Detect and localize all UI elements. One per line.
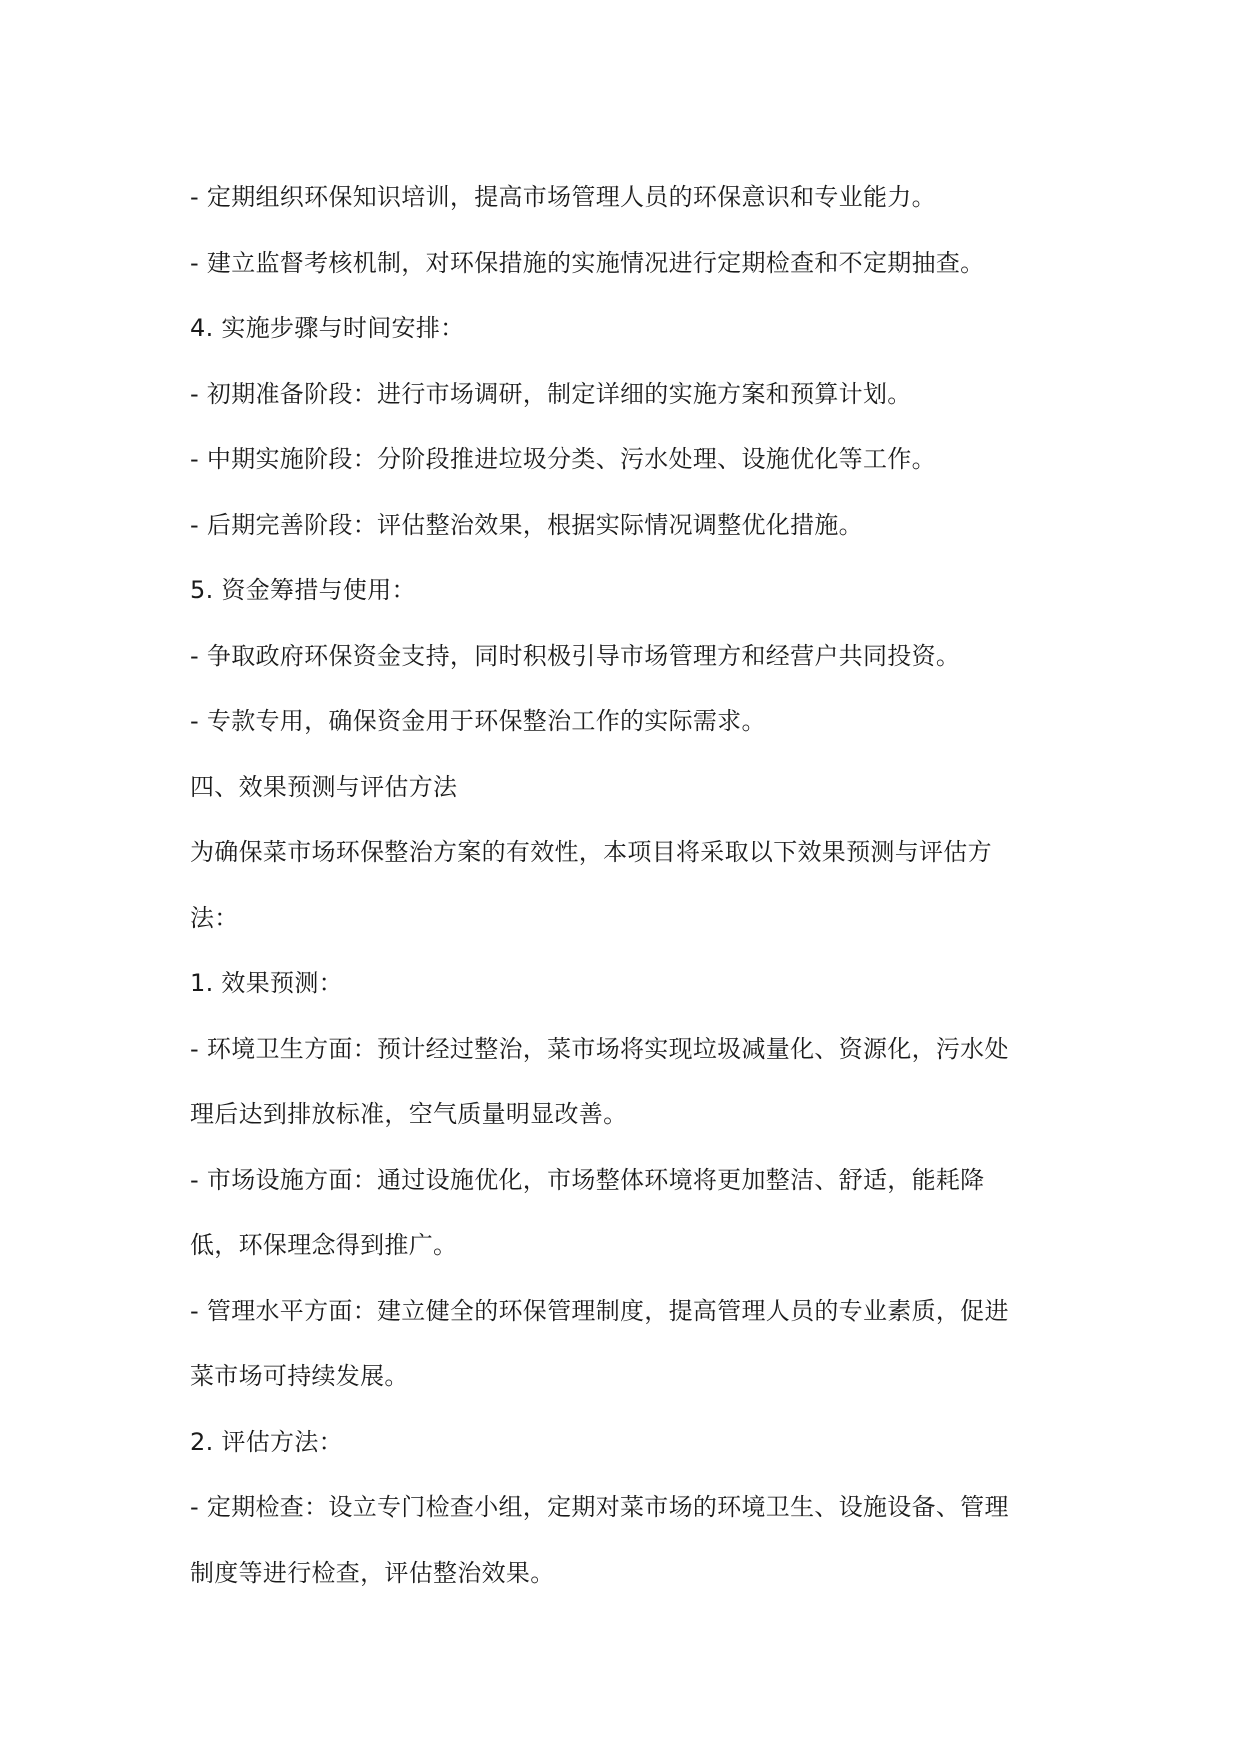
- document-body: [190, 165, 1070, 1606]
- bullet-inspection-line-2: 制度等进行检查，评估整治效果。: [190, 1558, 555, 1587]
- section-heading-methods: 2. 评估方法：: [190, 1427, 343, 1456]
- paragraph-intro-line-2: 法：: [190, 903, 239, 932]
- section-heading-steps: 4. 实施步骤与时间安排：: [190, 314, 465, 342]
- bullet-funding-usage: - 专款专用，确保资金用于环保整治工作的实际需求。: [190, 707, 766, 735]
- section-heading-funding: 5. 资金筹措与使用：: [190, 576, 416, 604]
- bullet-management-line-2: 菜市场可持续发展。: [190, 1362, 409, 1390]
- bullet-middle-stage: - 中期实施阶段：分阶段推进垃圾分类、污水处理、设施优化等工作。: [190, 445, 936, 473]
- bullet-funding-support: - 争取政府环保资金支持，同时积极引导市场管理方和经营户共同投资。: [190, 641, 961, 670]
- bullet-inspection-line-1: - 定期检查：设立专门检查小组，定期对菜市场的环境卫生、设施设备、管理: [190, 1493, 1009, 1521]
- bullet-final-stage: - 后期完善阶段：评估整治效果，根据实际情况调整优化措施。: [190, 510, 863, 539]
- bullet-supervision: - 建立监督考核机制，对环保措施的实施情况进行定期检查和不定期抽查。: [190, 248, 985, 277]
- bullet-environment-line-1: - 环境卫生方面：预计经过整治，菜市场将实现垃圾减量化、资源化，污水处: [190, 1034, 1009, 1063]
- paragraph-intro-line-1: 为确保菜市场环保整治方案的有效性，本项目将采取以下效果预测与评估方: [190, 838, 992, 866]
- chapter-heading-evaluation: 四、效果预测与评估方法: [190, 772, 458, 801]
- bullet-environment-line-2: 理后达到排放标准，空气质量明显改善。: [190, 1100, 628, 1128]
- bullet-training: - 定期组织环保知识培训，提高市场管理人员的环保意识和专业能力。: [190, 183, 936, 211]
- bullet-facilities-line-1: - 市场设施方面：通过设施优化，市场整体环境将更加整洁、舒适，能耗降: [190, 1165, 985, 1194]
- bullet-initial-stage: - 初期准备阶段：进行市场调研，制定详细的实施方案和预算计划。: [190, 379, 912, 408]
- bullet-facilities-line-2: 低，环保理念得到推广。: [190, 1231, 458, 1259]
- section-heading-prediction: 1. 效果预测：: [190, 969, 343, 997]
- bullet-management-line-1: - 管理水平方面：建立健全的环保管理制度，提高管理人员的专业素质，促进: [190, 1296, 1009, 1325]
